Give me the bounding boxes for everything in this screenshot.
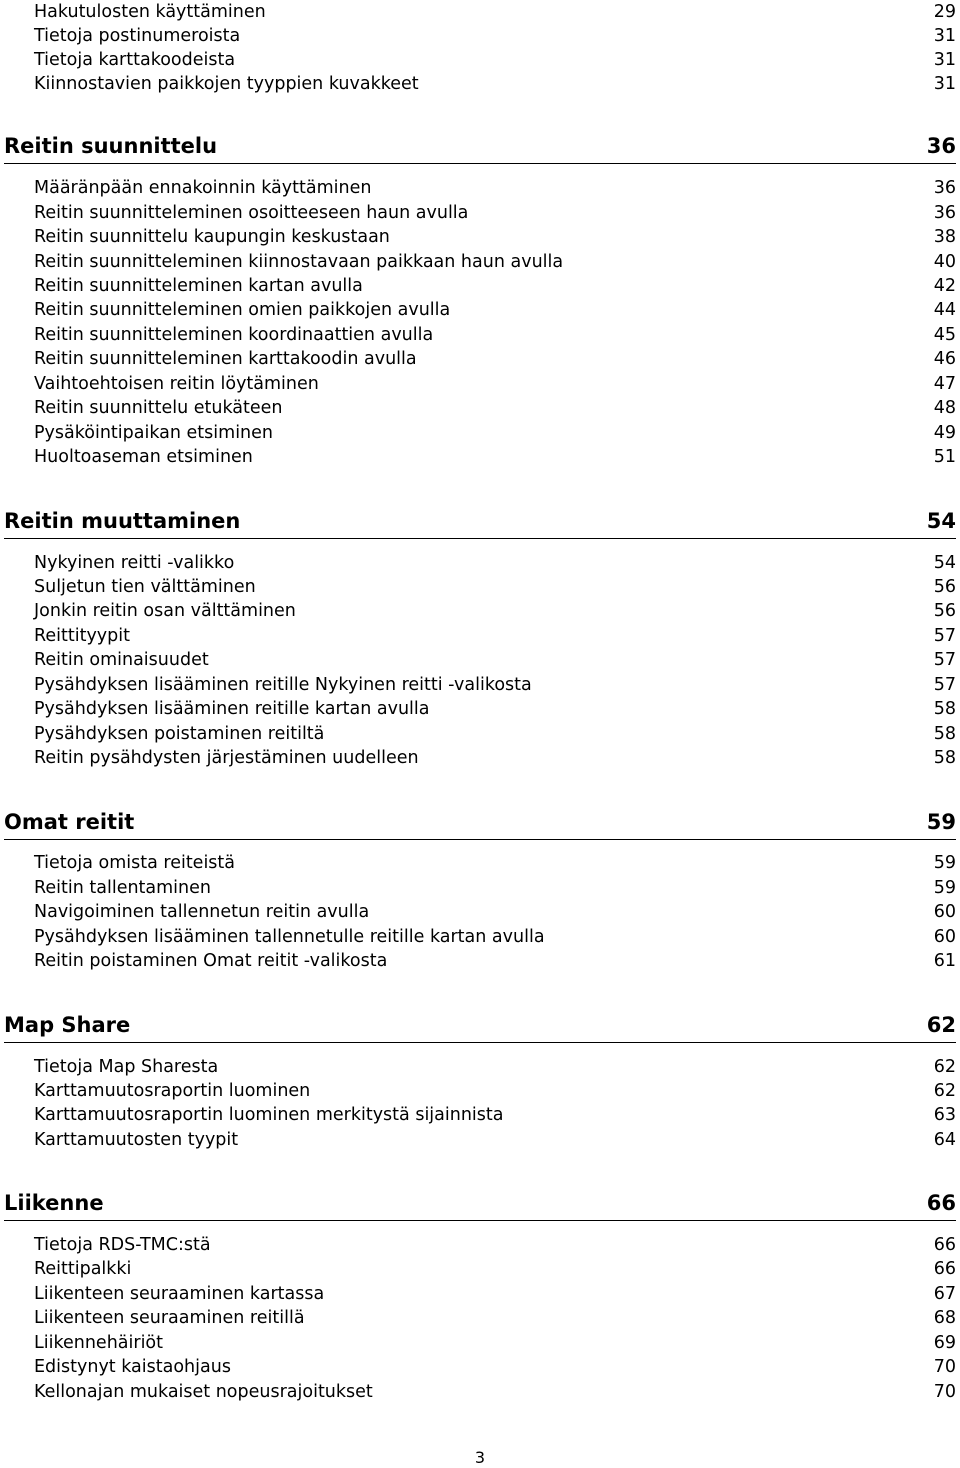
toc-entry-page: 57 (933, 626, 956, 646)
toc-entry-page: 54 (933, 553, 956, 573)
toc-entry-page: 31 (933, 26, 956, 46)
toc-entry-title: Karttamuutosten tyypit (34, 1130, 239, 1150)
toc-entry-title: Reitin suunnitteleminen osoitteeseen haun avulla (34, 203, 469, 223)
toc-entry[interactable] (34, 851, 956, 875)
toc-entry-title: Pysäköintipaikan etsiminen (34, 423, 274, 443)
toc-section-heading[interactable] (4, 131, 956, 161)
toc-entry[interactable] (34, 1055, 956, 1079)
toc-entry-page: 36 (933, 203, 956, 223)
section-page: 54 (926, 509, 956, 533)
toc-entry-title: Reitin suunnitteleminen omien paikkojen avulla (34, 300, 451, 320)
toc-entry-title: Kiinnostavien paikkojen tyyppien kuvakkeet (34, 74, 419, 94)
toc-entry[interactable] (34, 949, 956, 973)
toc-entry-page: 56 (933, 577, 956, 597)
toc-entry-page: 48 (933, 398, 956, 418)
toc-entry-title: Reitin suunnittelu etukäteen (34, 398, 283, 418)
toc-entry-title: Karttamuutosraportin luominen merkitystä sijainnista (34, 1105, 504, 1125)
toc-entry-page: 57 (933, 675, 956, 695)
toc-entry-page: 63 (933, 1105, 956, 1125)
section-rule (4, 1220, 956, 1221)
toc-entry[interactable] (34, 176, 956, 200)
toc-entry[interactable] (34, 624, 956, 648)
toc-entry[interactable] (34, 1128, 956, 1152)
toc-entry-title: Reitin suunnittelu kaupungin keskustaan (34, 227, 390, 247)
toc-entry[interactable] (34, 1331, 956, 1355)
toc-entry[interactable] (34, 323, 956, 347)
toc-entry[interactable] (34, 1306, 956, 1330)
toc-entry[interactable] (34, 1355, 956, 1379)
toc-entry-title: Liikenteen seuraaminen kartassa (34, 1284, 325, 1304)
toc-entry-title: Reittityypit (34, 626, 130, 646)
toc-entry-title: Reitin suunnitteleminen karttakoodin avulla (34, 349, 417, 369)
section-page: 36 (926, 134, 956, 158)
toc-entry-page: 70 (933, 1357, 956, 1377)
toc-entry-page: 51 (933, 447, 956, 467)
section-title: Reitin muuttaminen (4, 509, 241, 533)
section-title: Reitin suunnittelu (4, 134, 218, 158)
section-page: 62 (926, 1013, 956, 1037)
toc-entry-title: Määränpään ennakoinnin käyttäminen (34, 178, 372, 198)
toc-entry[interactable] (34, 445, 956, 469)
toc-entry-title: Navigoiminen tallennetun reitin avulla (34, 902, 370, 922)
toc-entry[interactable] (34, 1282, 956, 1306)
toc-entry[interactable] (34, 673, 956, 697)
toc-entry[interactable] (34, 1257, 956, 1281)
toc-entry-title: Karttamuutosraportin luominen (34, 1081, 311, 1101)
toc-entry[interactable] (34, 551, 956, 575)
toc-entry[interactable] (34, 575, 956, 599)
toc-entry-title: Reitin suunnitteleminen kiinnostavaan paikkaan haun avulla (34, 252, 564, 272)
toc-entry-page: 36 (933, 178, 956, 198)
toc-entry[interactable] (34, 250, 956, 274)
toc-entry-title: Reitin suunnitteleminen koordinaattien avulla (34, 325, 434, 345)
toc-entry-page: 70 (933, 1382, 956, 1402)
toc-entry-page: 31 (933, 74, 956, 94)
section-rule (4, 1042, 956, 1043)
toc-entry[interactable] (34, 1103, 956, 1127)
toc-entry-title: Kellonajan mukaiset nopeusrajoitukset (34, 1382, 373, 1402)
toc-entry[interactable] (34, 0, 956, 24)
toc-entry-title: Reitin pysähdysten järjestäminen uudelleen (34, 748, 419, 768)
toc-entry-title: Pysähdyksen poistaminen reitiltä (34, 724, 325, 744)
toc-entry-title: Pysähdyksen lisääminen reitille kartan avulla (34, 699, 430, 719)
toc-entry-page: 46 (933, 349, 956, 369)
toc-entry[interactable] (34, 24, 956, 48)
section-rule (4, 163, 956, 164)
toc-entry[interactable] (34, 298, 956, 322)
toc-entry-title: Reitin poistaminen Omat reitit -valikosta (34, 951, 388, 971)
toc-entry-page: 58 (933, 724, 956, 744)
toc-entry-title: Tietoja karttakoodeista (34, 50, 236, 70)
section-page: 66 (926, 1191, 956, 1215)
toc-entry-title: Tietoja Map Sharesta (34, 1057, 219, 1077)
toc-entry-page: 68 (933, 1308, 956, 1328)
toc-entry-title: Tietoja postinumeroista (34, 26, 241, 46)
toc-entry-page: 38 (933, 227, 956, 247)
toc-entry[interactable] (34, 421, 956, 445)
toc-entry-page: 58 (933, 699, 956, 719)
toc-entry-page: 60 (933, 927, 956, 947)
toc-entry[interactable] (34, 396, 956, 420)
toc-entry[interactable] (34, 72, 956, 96)
toc-entry-title: Tietoja omista reiteistä (34, 853, 236, 873)
toc-entry-title: Jonkin reitin osan välttäminen (34, 601, 296, 621)
toc-entry-title: Reitin ominaisuudet (34, 650, 209, 670)
toc-entry-page: 31 (933, 50, 956, 70)
toc-entry[interactable] (34, 746, 956, 770)
toc-entry[interactable] (34, 876, 956, 900)
toc-entry[interactable] (34, 900, 956, 924)
toc-entry-title: Liikennehäiriöt (34, 1333, 164, 1353)
toc-entry-page: 42 (933, 276, 956, 296)
toc-entry-page: 29 (933, 2, 956, 22)
toc-entry-page: 66 (933, 1235, 956, 1255)
toc-section-heading[interactable] (4, 807, 956, 837)
toc-entry[interactable] (34, 1079, 956, 1103)
toc-entry-title: Pysähdyksen lisääminen reitille Nykyinen reitti -valikosta (34, 675, 532, 695)
toc-entry-page: 47 (933, 374, 956, 394)
toc-entry-page: 61 (933, 951, 956, 971)
toc-entry-title: Hakutulosten käyttäminen (34, 2, 266, 22)
toc-entry-page: 56 (933, 601, 956, 621)
toc-entry-page: 58 (933, 748, 956, 768)
toc-entry[interactable] (34, 925, 956, 949)
section-page: 59 (926, 810, 956, 834)
toc-entry-title: Huoltoaseman etsiminen (34, 447, 253, 467)
toc-entry[interactable] (34, 48, 956, 72)
toc-entry-page: 45 (933, 325, 956, 345)
toc-entry[interactable] (34, 1380, 956, 1404)
toc-entry-title: Reitin suunnitteleminen kartan avulla (34, 276, 363, 296)
toc-entry-page: 40 (933, 252, 956, 272)
toc-entry-page: 64 (933, 1130, 956, 1150)
toc-entry-title: Pysähdyksen lisääminen tallennetulle reitille kartan avulla (34, 927, 545, 947)
toc-entry[interactable] (34, 201, 956, 225)
toc-entry-page: 59 (933, 878, 956, 898)
toc-entry-page: 44 (933, 300, 956, 320)
toc-entry-page: 69 (933, 1333, 956, 1353)
toc-entry[interactable] (34, 274, 956, 298)
toc-entry[interactable] (34, 648, 956, 672)
toc-entry[interactable] (34, 225, 956, 249)
toc-entry[interactable] (34, 697, 956, 721)
toc-entry-page: 67 (933, 1284, 956, 1304)
toc-entry[interactable] (34, 599, 956, 623)
toc-entry-page: 57 (933, 650, 956, 670)
toc-entry-page: 62 (933, 1057, 956, 1077)
section-rule (4, 839, 956, 840)
toc-entry-title: Suljetun tien välttäminen (34, 577, 256, 597)
toc-entry[interactable] (34, 1233, 956, 1257)
toc-entry-page: 66 (933, 1259, 956, 1279)
toc-section-heading[interactable] (4, 1188, 956, 1218)
toc-entry-title: Nykyinen reitti -valikko (34, 553, 235, 573)
page-number: 3 (474, 1448, 486, 1467)
toc-section-heading[interactable] (4, 506, 956, 536)
toc-entry-title: Liikenteen seuraaminen reitillä (34, 1308, 305, 1328)
toc-section-heading[interactable] (4, 1010, 956, 1040)
toc-entry-title: Reittipalkki (34, 1259, 132, 1279)
toc-entry-title: Edistynyt kaistaohjaus (34, 1357, 231, 1377)
section-rule (4, 538, 956, 539)
toc-entry[interactable] (34, 372, 956, 396)
toc-entry-title: Tietoja RDS-TMC:stä (34, 1235, 211, 1255)
toc-entry-page: 49 (933, 423, 956, 443)
toc-entry[interactable] (34, 722, 956, 746)
section-title: Map Share (4, 1013, 131, 1037)
toc-entry-title: Reitin tallentaminen (34, 878, 211, 898)
toc-entry-title: Vaihtoehtoisen reitin löytäminen (34, 374, 319, 394)
toc-entry[interactable] (34, 347, 956, 371)
section-title: Omat reitit (4, 810, 135, 834)
toc-entry-page: 59 (933, 853, 956, 873)
toc-entry-page: 62 (933, 1081, 956, 1101)
section-title: Liikenne (4, 1191, 104, 1215)
toc-entry-page: 60 (933, 902, 956, 922)
